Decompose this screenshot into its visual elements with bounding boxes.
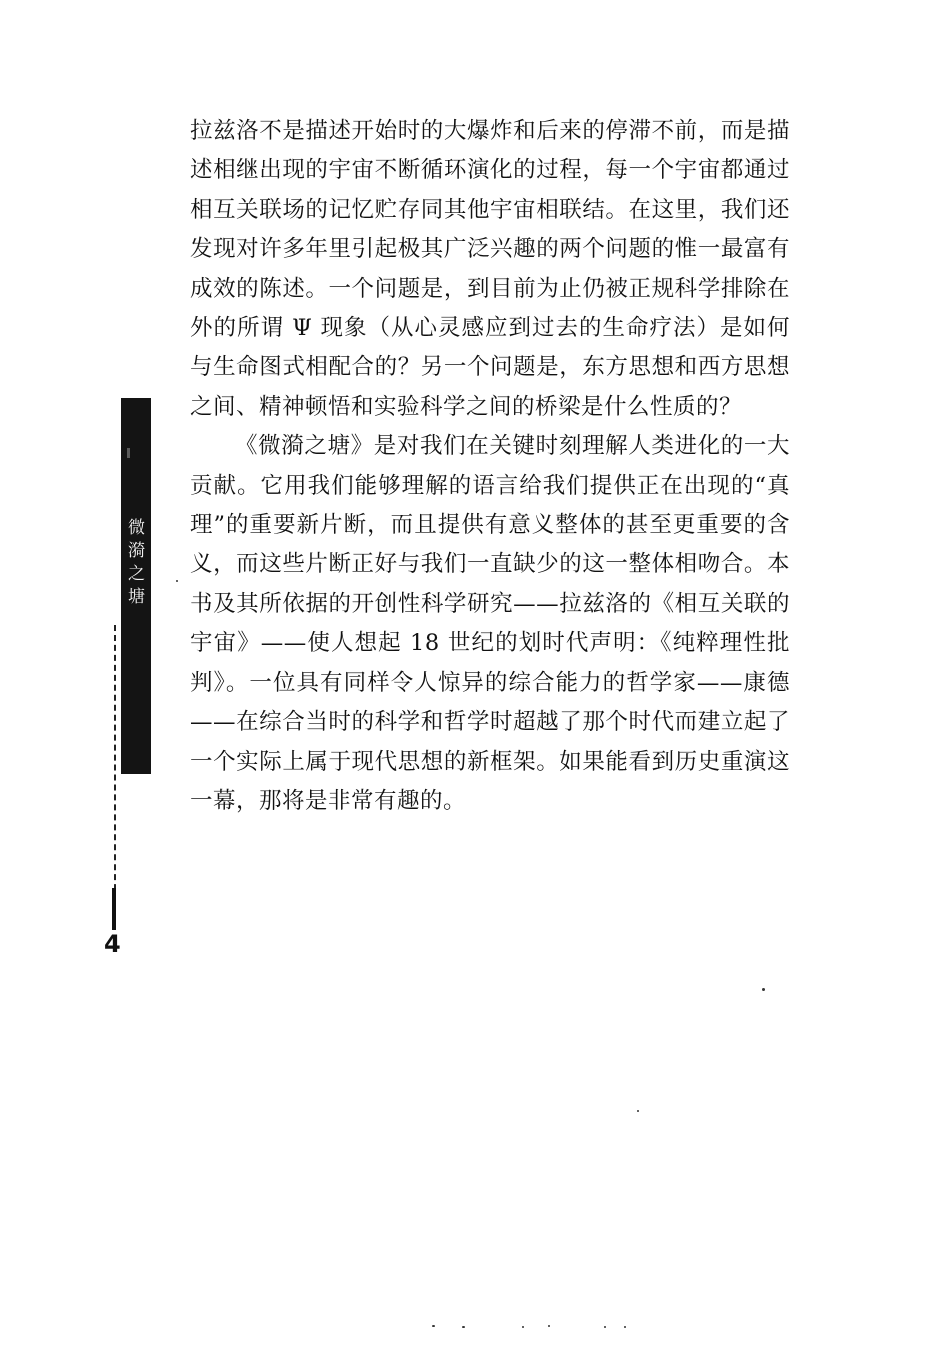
margin-rule-end: [112, 888, 116, 930]
body-text: [190, 112, 790, 821]
paragraph-1: 拉兹洛不是描述开始时的大爆炸和后来的停滞不前，而是描述相继出现的宇宙不断循环演化的过程，每一个宇宙都通过相互关联场的记忆贮存同其他宇宙相联结。在这里，我们还发现对许多年里引起极其广泛兴趣的两个问题的惟一最富有成效的陈述。一个问题是，到目前为止仍被正规科学排除在外的所谓 Ψ 现象（从心灵感应到过去的生命疗法）是如何与生命图式相配合的？另一个问题是，东方思想和西方思想之间、精神顿悟和实验科学之间的桥梁是什么性质的？: [190, 118, 790, 420]
page-number: 4: [104, 930, 121, 958]
scan-speck: [176, 580, 178, 582]
side-tab-mark: [127, 448, 130, 458]
paragraph-2: 《微漪之塘》是对我们在关键时刻理解人类进化的一大贡献。它用我们能够理解的语言给我们提供正在出现的“真理”的重要新片断，而且提供有意义整体的甚至更重要的含义，而这些片断正好与我们一直缺少的这一整体相吻合。本书及其所依据的开创性科学研究——拉兹洛的《相互关联的宇宙》——使人想起 18 世纪的划时代声明：《纯粹理性批判》。一位具有同样令人惊异的综合能力的哲学家——康德——在综合当时的科学和哲学时超越了那个时代而建立起了一个实际上属于现代思想的新框架。如果能看到历史重演这一幕，那将是非常有趣的。: [190, 433, 790, 814]
scan-speck: [548, 1325, 550, 1327]
scan-speck: [762, 988, 765, 991]
scan-speck: [624, 1326, 626, 1328]
scan-speck: [522, 1326, 524, 1328]
scan-speck: [462, 1326, 465, 1328]
scan-speck: [604, 1326, 606, 1328]
margin-dashed-rule: [114, 625, 116, 930]
scan-speck: [432, 1325, 435, 1327]
scan-speck: [637, 1110, 639, 1112]
side-tab-title: 微漪之塘: [124, 518, 144, 610]
chapter-side-tab: [121, 398, 151, 774]
